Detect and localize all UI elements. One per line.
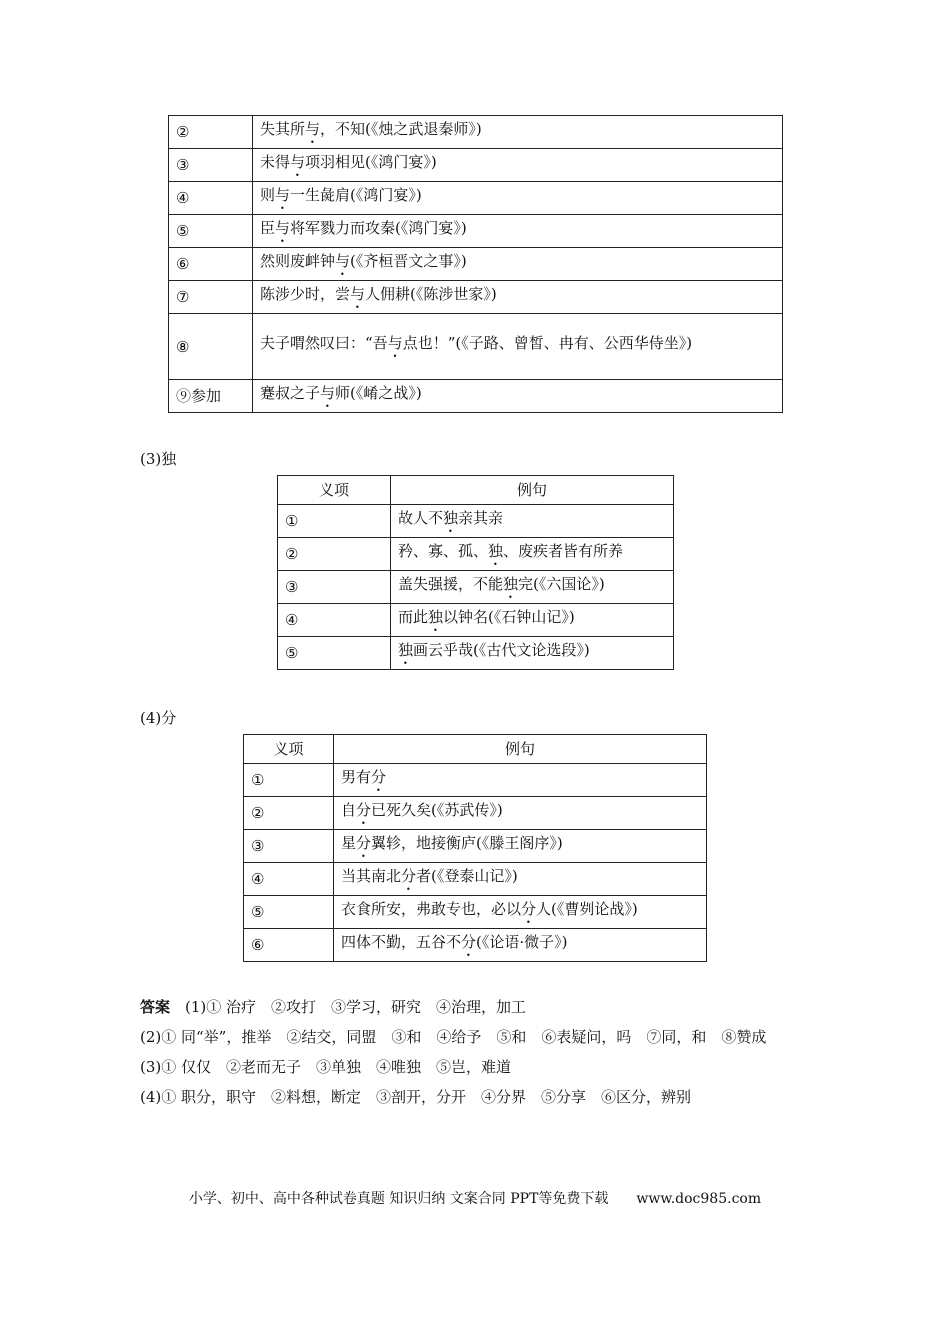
emphasized-character: 独 (488, 541, 504, 560)
emphasized-character: 独 (443, 508, 459, 527)
table-row (169, 314, 783, 380)
table-row (244, 929, 707, 962)
meaning-label: ② (278, 538, 391, 571)
table-row (169, 380, 783, 413)
answer-line-3: (3)① 仅仅 ②老而无子 ③单独 ④唯独 ⑤岂，难道 (140, 1058, 512, 1076)
table-row (278, 571, 674, 604)
section-fen-title: (4)分 (140, 709, 177, 727)
section-du-title: (3)独 (140, 450, 177, 468)
example-sentence: 蹇叔之子与师(《崤之战》) (253, 380, 783, 413)
fen-meaning-table (243, 734, 707, 962)
emphasized-character: 与 (335, 251, 351, 270)
table-row (244, 830, 707, 863)
example-sentence: 衣食所安，弗敢专也，必以分人(《曹刿论战》) (334, 896, 707, 929)
emphasized-character: 与 (387, 334, 403, 352)
meaning-label: ② (244, 797, 334, 830)
example-sentence: 故人不独亲其亲 (391, 505, 674, 538)
emphasized-character: 与 (275, 218, 291, 237)
emphasized-character: 与 (320, 383, 336, 402)
example-sentence: 独画云乎哉(《古代文论选段》) (391, 637, 674, 670)
example-sentence: 失其所与，不知(《烛之武退秦师》) (253, 116, 783, 149)
meaning-label: ⑥ (244, 929, 334, 962)
emphasized-character: 与 (275, 185, 291, 204)
table-row (244, 797, 707, 830)
meaning-label: ④ (169, 182, 253, 215)
table-header-row (244, 735, 707, 764)
example-sentence: 然则废衅钟与(《齐桓晋文之事》) (253, 248, 783, 281)
table-row (169, 215, 783, 248)
table-row (169, 149, 783, 182)
table-header-row (278, 476, 674, 505)
table-row (169, 116, 783, 149)
emphasized-character: 分 (356, 800, 372, 819)
table-row (244, 863, 707, 896)
emphasized-character: 独 (398, 640, 414, 659)
example-sentence: 星分翼轸，地接衡庐(《滕王阁序》) (334, 830, 707, 863)
meaning-label: ⑤ (278, 637, 391, 670)
example-sentence: 盖失强援，不能独完(《六国论》) (391, 571, 674, 604)
example-sentence: 夫子喟然叹曰：“吾与点也！”(《子路、曾皙、冉有、公西华侍坐》) (253, 314, 783, 380)
du-meaning-table (277, 475, 674, 670)
example-sentence: 自分已死久矣(《苏武传》) (334, 797, 707, 830)
header-meaning: 义项 (278, 476, 391, 505)
header-example: 例句 (334, 735, 707, 764)
meaning-label: ⑤ (169, 215, 253, 248)
table-row (244, 896, 707, 929)
answer-line-1: 答案 (1)① 治疗 ②攻打 ③学习，研究 ④治理，加工 (140, 998, 527, 1016)
emphasized-character: 独 (503, 574, 519, 593)
table-row (278, 505, 674, 538)
example-sentence: 而此独以钟名(《石钟山记》) (391, 604, 674, 637)
emphasized-character: 独 (428, 607, 444, 626)
table-row (278, 637, 674, 670)
meaning-label: ⑨参加 (169, 380, 253, 413)
meaning-label: ① (278, 505, 391, 538)
emphasized-character: 与 (350, 284, 366, 303)
emphasized-character: 与 (305, 119, 321, 138)
emphasized-character: 分 (356, 833, 372, 852)
table-row (169, 248, 783, 281)
meaning-label: ⑥ (169, 248, 253, 281)
example-sentence: 矜、寡、孤、独、废疾者皆有所养 (391, 538, 674, 571)
yu-meaning-table (168, 115, 783, 413)
answers-block (140, 992, 820, 1112)
example-sentence: 陈涉少时，尝与人佣耕(《陈涉世家》) (253, 281, 783, 314)
emphasized-character: 分 (521, 899, 537, 918)
table-row (169, 182, 783, 215)
meaning-label: ③ (244, 830, 334, 863)
footer-text: 小学、初中、高中各种试卷真题 知识归纳 文案合同 PPT等免费下载 (188, 1191, 609, 1207)
table-row (244, 764, 707, 797)
answer-line-2: (2)① 同“举”，推举 ②结交，同盟 ③和 ④给予 ⑤和 ⑥表疑问，吗 ⑦同，和 ⑧赞成 (140, 1028, 767, 1046)
meaning-label: ④ (244, 863, 334, 896)
emphasized-character: 分 (371, 767, 387, 786)
emphasized-character: 分 (401, 866, 417, 885)
table-row (169, 281, 783, 314)
meaning-label: ⑤ (244, 896, 334, 929)
answers-label: 答案 (140, 998, 171, 1016)
example-sentence: 四体不勤，五谷不分(《论语·微子》) (334, 929, 707, 962)
example-sentence: 未得与项羽相见(《鸿门宴》) (253, 149, 783, 182)
table-row (278, 604, 674, 637)
emphasized-character: 分 (461, 932, 477, 951)
example-sentence: 当其南北分者(《登泰山记》) (334, 863, 707, 896)
emphasized-character: 与 (290, 152, 306, 171)
meaning-label: ⑧ (169, 314, 253, 380)
answer-line-4: (4)① 职分，职守 ②料想，断定 ③剖开，分开 ④分界 ⑤分享 ⑥区分，辨别 (140, 1088, 692, 1106)
meaning-label: ③ (169, 149, 253, 182)
meaning-label: ① (244, 764, 334, 797)
example-sentence: 臣与将军戮力而攻秦(《鸿门宴》) (253, 215, 783, 248)
meaning-label: ③ (278, 571, 391, 604)
header-example: 例句 (391, 476, 674, 505)
table-row (278, 538, 674, 571)
meaning-label: ⑦ (169, 281, 253, 314)
page-footer (0, 1188, 950, 1208)
meaning-label: ④ (278, 604, 391, 637)
example-sentence: 则与一生彘肩(《鸿门宴》) (253, 182, 783, 215)
header-meaning: 义项 (244, 735, 334, 764)
example-sentence: 男有分 (334, 764, 707, 797)
meaning-label: ② (169, 116, 253, 149)
footer-site: www.doc985.com (636, 1191, 762, 1207)
